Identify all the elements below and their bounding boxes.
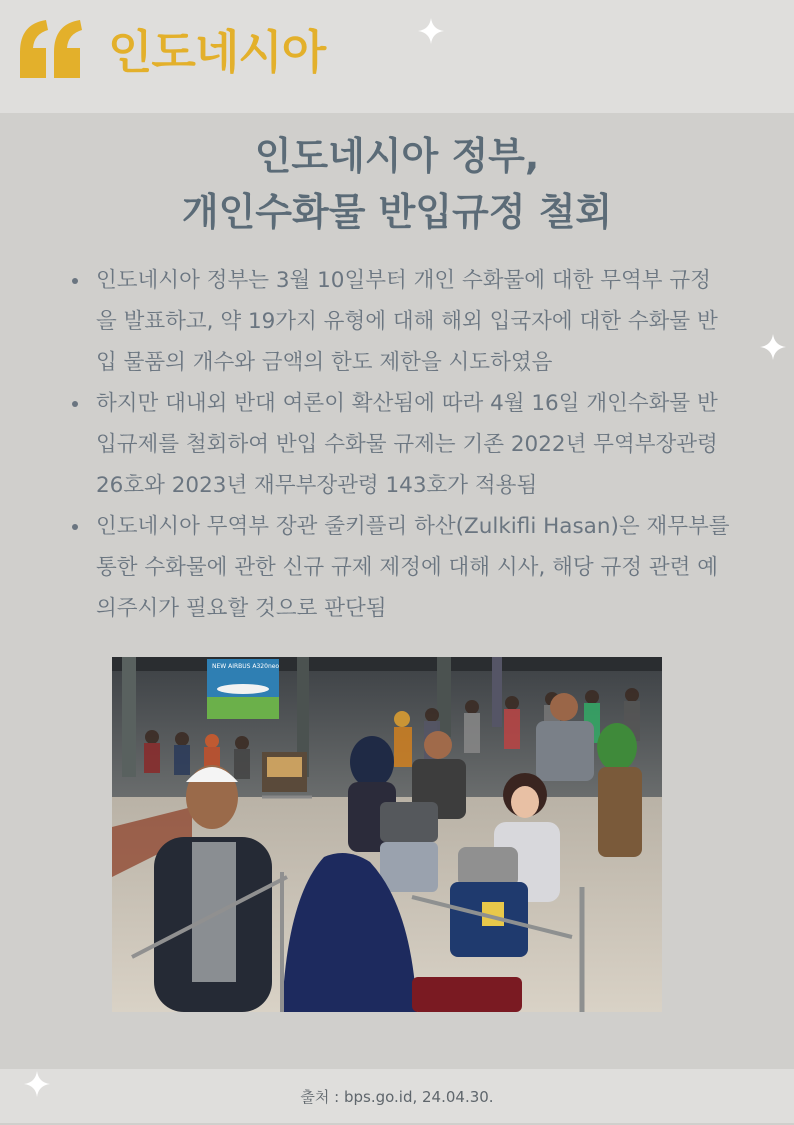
airport-queue-photo xyxy=(112,657,662,1012)
title-line-1: 인도네시아 정부, xyxy=(254,134,540,178)
footer-bar xyxy=(0,1069,794,1123)
double-quote-icon xyxy=(18,18,84,80)
bullet-item: 인도네시아 정부는 3월 10일부터 개인 수화물에 대한 무역부 규정을 발표하고, 약 19가지 유형에 대해 해외 입국자에 대한 수화물 반입 물품의 개수와 금액의 한도 제한을 시도하였음 xyxy=(70,260,730,383)
bullet-item: 인도네시아 무역부 장관 줄키플리 하산(Zulkifli Hasan)은 재무부를 통한 수화물에 관한 신규 규제 제정에 대해 시사, 해당 규정 관련 예의주시가 필요할 것으로 판단됨 xyxy=(70,506,730,629)
bullet-list xyxy=(70,260,730,629)
page-title xyxy=(0,128,794,240)
sparkle-icon xyxy=(760,334,786,360)
header-bar xyxy=(0,0,794,113)
photo-illustration xyxy=(112,657,662,1012)
bullet-item: 하지만 대내외 반대 여론이 확산됨에 따라 4월 16일 개인수화물 반입규제를 철회하여 반입 수화물 규제는 기존 2022년 무역부장관령 26호와 2023년 재무부장관령 143호가 적용됨 xyxy=(70,383,730,506)
sparkle-icon xyxy=(418,18,444,44)
banner-text: NEW AIRBUS A320neo xyxy=(212,663,280,670)
title-line-2: 개인수화물 반입규정 철회 xyxy=(181,190,613,234)
source-citation: 출처 : bps.go.id, 24.04.30. xyxy=(300,1088,494,1106)
brand-title: 인도네시아 xyxy=(108,25,326,79)
